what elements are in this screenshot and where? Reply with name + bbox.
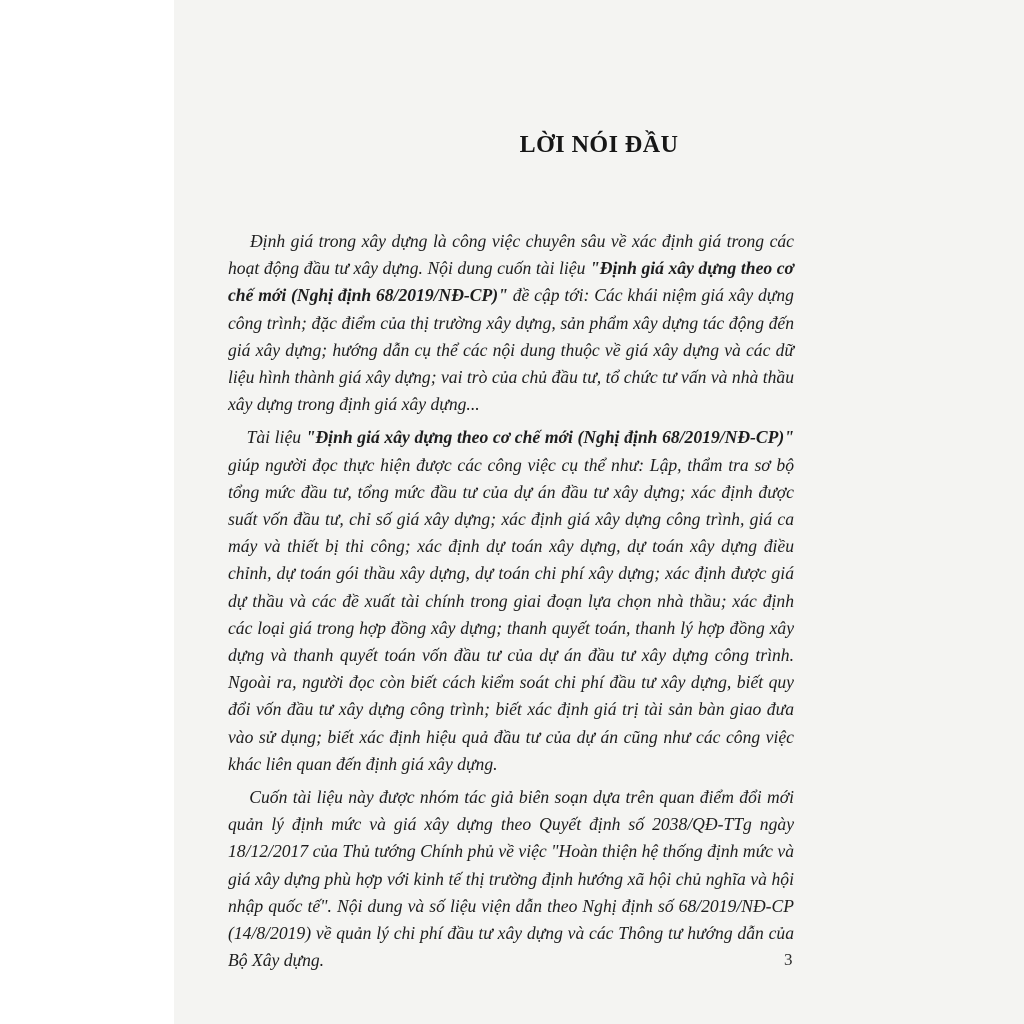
book-title-reference: "Định giá xây dựng theo cơ chế mới (Nghị định 68/2019/NĐ-CP)"	[305, 427, 795, 448]
paragraph-2-text-start: Tài liệu	[246, 427, 306, 448]
paragraph-2-text-end: giúp người đọc thực hiện được các công việc cụ thể như: Lập, thẩm tra sơ bộ tổng mức đầu tư, tổng mức đầu tư của dự án đầu tư xây dựng; xác định được suất vốn đầu tư, chỉ số giá xây dựng; xác định giá xây dựng công trình, giá ca máy và thiết bị thi công; xác định dự toán xây dựng, dự toán xây dựng điều chỉnh, dự toán gói thầu xây dựng, dự toán chi phí xây dựng; xác định được giá dự thầu và các đề xuất tài chính trong giai đoạn lựa chọn nhà thầu; xác định các loại giá trong hợp đồng xây dựng; thanh quyết toán, thanh lý hợp đồng xây dựng và thanh quyết toán vốn đầu tư của dự án đầu tư xây dựng công trình. Ngoài ra, người đọc còn biết cách kiểm soát chi phí đầu tư xây dựng, biết quy đổi vốn đầu tư xây dựng công trình; biết xác định giá trị tài sản bàn giao đưa vào sử dụng; biết xác định hiệu quả đầu tư của dự án cũng như các công việc khác liên quan đến định giá xây dựng.	[228, 454, 794, 774]
paragraph-2	[228, 424, 794, 778]
paragraph-1-text-start: Định giá trong xây dựng là công việc chuyên sâu về xác định giá trong các hoạt động đầu tư xây dựng. Nội dung cuốn tài liệu	[228, 231, 794, 279]
paragraph-1-text-end: đề cập tới: Các khái niệm giá xây dựng công trình; đặc điểm của thị trường xây dựng, sản phẩm xây dựng tác động đến giá xây dựng; hướng dẫn cụ thể các nội dung thuộc về giá xây dựng và các dữ liệu hình thành giá xây dựng; vai trò của chủ đầu tư, tổ chức tư vấn và nhà thầu xây dựng trong định giá xây dựng...	[228, 285, 794, 415]
page-number: 3	[784, 950, 793, 969]
preface-body	[228, 228, 794, 980]
paragraph-3-text: Cuốn tài liệu này được nhóm tác giả biên soạn dựa trên quan điểm đổi mới quản lý định mức và giá xây dựng theo Quyết định số 2038/QĐ-TTg ngày 18/12/2017 của Thủ tướng Chính phủ về việc "Hoàn thiện hệ thống định mức và giá xây dựng phù hợp với kinh tế thị trường định hướng xã hội chủ nghĩa và hội nhập quốc tế". Nội dung và số liệu viện dẫn theo Nghị định số 68/2019/NĐ-CP (14/8/2019) về quản lý chi phí đầu tư xây dựng và các Thông tư hướng dẫn của Bộ Xây dựng.	[228, 787, 794, 971]
page-title: LỜI NÓI ĐẦU	[519, 132, 679, 158]
paragraph-1	[228, 228, 794, 418]
paragraph-3	[228, 784, 794, 974]
book-title-reference: "Định giá xây dựng theo cơ chế mới (Nghị định 68/2019/NĐ-CP)"	[228, 258, 794, 306]
